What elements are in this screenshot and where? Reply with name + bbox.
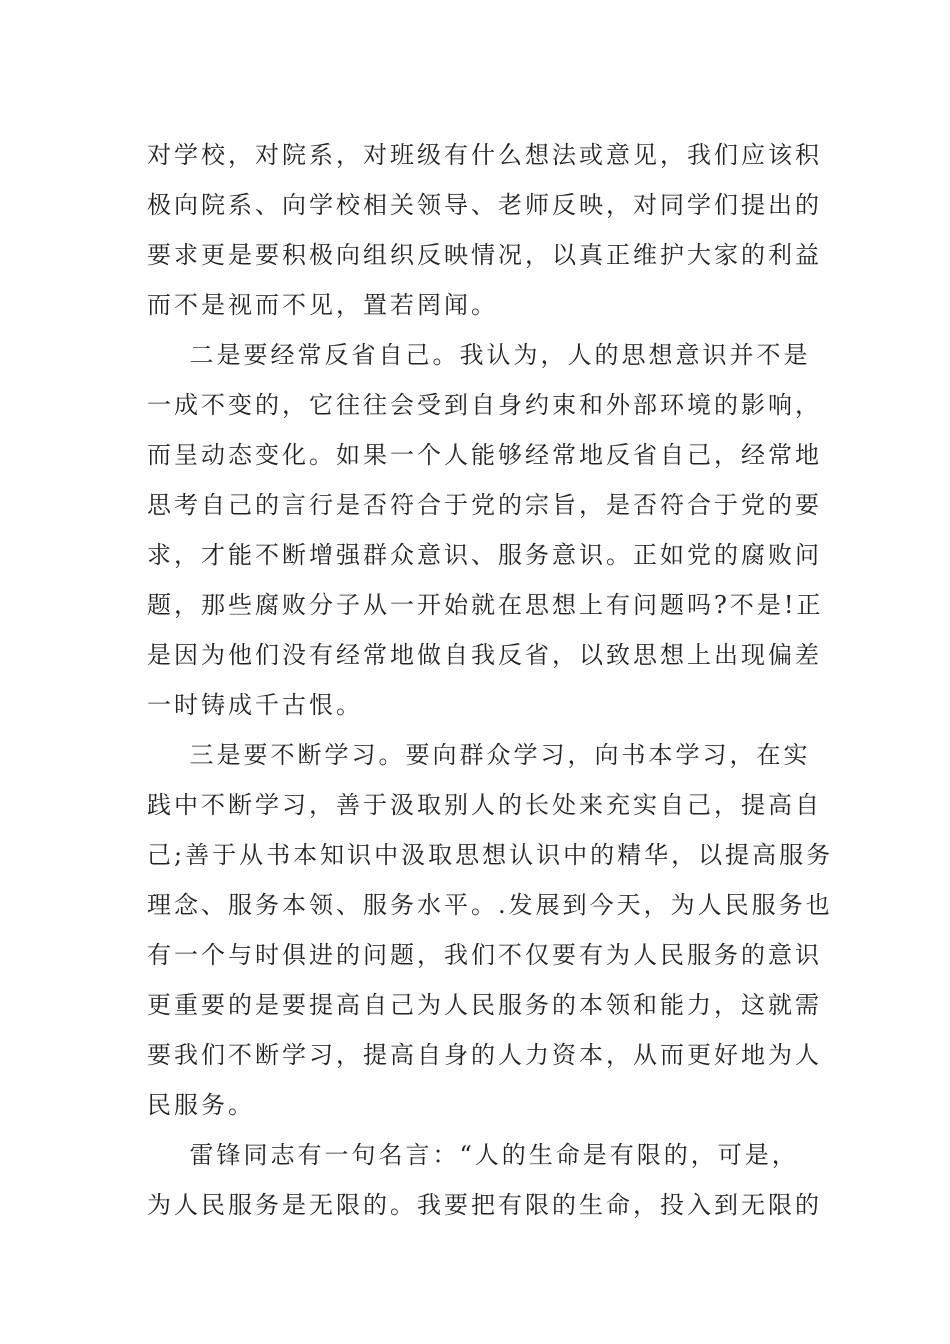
text-line: 为人民服务是无限的。我要把有限的生命，投入到无限的	[147, 1191, 822, 1219]
text-line: 题，那些腐败分子从一开始就在思想上有问题吗?不是!正	[147, 591, 824, 619]
text-line: 理念、服务本领、服务水平。.发展到今天，为人民服务也	[147, 891, 833, 919]
text-line: 一时铸成千古恨。	[147, 691, 363, 719]
text-line: 一成不变的，它往往会受到自身约束和外部环境的影响，	[147, 391, 822, 419]
text-line: 雷锋同志有一句名言：“人的生命是有限的，可是，	[147, 1141, 799, 1169]
text-line: 对学校，对院系，对班级有什么想法或意见，我们应该积	[147, 141, 822, 169]
text-line: 三是要不断学习。要向群众学习，向书本学习，在实	[147, 741, 811, 769]
text-line: 己;善于从书本知识中汲取思想认识中的精华，以提高服务	[147, 841, 834, 869]
text-line: 而不是视而不见，置若罔闻。	[147, 291, 498, 319]
text-line: 民服务。	[147, 1091, 255, 1119]
text-line: 极向院系、向学校相关领导、老师反映，对同学们提出的	[147, 191, 822, 219]
text-line: 要求更是要积极向组织反映情况，以真正维护大家的利益	[147, 241, 822, 269]
text-line: 思考自己的言行是否符合于党的宗旨，是否符合于党的要	[147, 491, 822, 519]
text-line: 是因为他们没有经常地做自我反省，以致思想上出现偏差	[147, 641, 822, 669]
document-body	[147, 130, 834, 1230]
text-line: 有一个与时俱进的问题，我们不仅要有为人民服务的意识	[147, 941, 822, 969]
text-line: 二是要经常反省自己。我认为，人的思想意识并不是	[147, 341, 811, 369]
text-line: 求，才能不断增强群众意识、服务意识。正如党的腐败问	[147, 541, 822, 569]
text-line: 更重要的是要提高自己为人民服务的本领和能力，这就需	[147, 991, 822, 1019]
text-line: 而呈动态变化。如果一个人能够经常地反省自己，经常地	[147, 441, 822, 469]
text-line: 要我们不断学习，提高自身的人力资本，从而更好地为人	[147, 1041, 822, 1069]
text-line: 践中不断学习，善于汲取别人的长处来充实自己，提高自	[147, 791, 822, 819]
